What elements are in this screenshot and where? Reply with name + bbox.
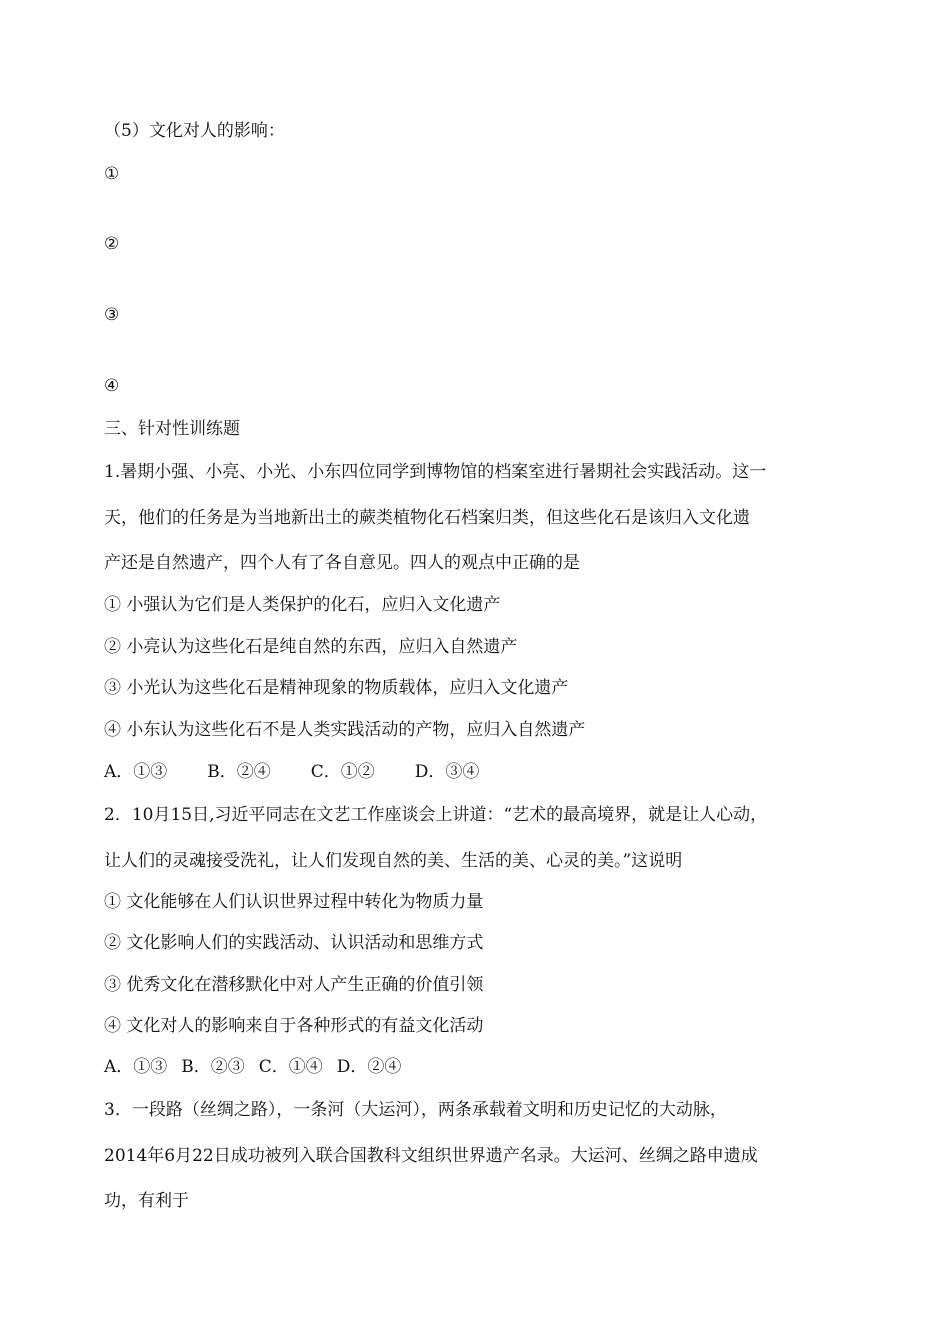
q1-stem-line-3: 产还是自然遗产，四个人有了各自意见。四人的观点中正确的是 [104,553,580,573]
blank-item-1: ① [104,164,120,184]
q2-option-a: A．①③ [104,1057,168,1077]
q1-option-d: D．③④ [414,762,480,782]
q2-item-2: ② 文化影响人们的实践活动、认识活动和思维方式 [104,933,484,953]
q3-stem-line-3: 功，有利于 [104,1191,189,1211]
q1-item-1: ① 小强认为它们是人类保护的化石，应归入文化遗产 [104,595,501,615]
q2-option-c: C．①④ [258,1057,323,1077]
q1-option-c: C．①② [310,762,375,782]
q2-option-d: D．②④ [336,1057,402,1077]
q1-options [104,761,479,783]
q2-item-4: ④ 文化对人的影响来自于各种形式的有益文化活动 [104,1016,484,1036]
q2-item-3: ③ 优秀文化在潜移默化中对人产生正确的价值引领 [104,975,484,995]
q1-option-b: B．②④ [207,762,271,782]
blank-item-3: ③ [104,305,120,325]
section-5-heading: （5）文化对人的影响： [104,121,285,141]
section-3-heading: 三、针对性训练题 [104,419,240,439]
q1-item-4: ④ 小东认为这些化石不是人类实践活动的产物，应归入自然遗产 [104,720,586,740]
q2-stem-line-2: 让人们的灵魂接受洗礼，让人们发现自然的美、生活的美、心灵的美。”这说明 [104,851,683,871]
q3-stem-line-2: 2014年6月22日成功被列入联合国教科文组织世界遗产名录。大运河、丝绸之路申遗成 [104,1146,758,1166]
q1-stem-line-1: 1.暑期小强、小亮、小光、小东四位同学到博物馆的档案室进行暑期社会实践活动。这一 [104,462,767,482]
q3-stem-line-1: 3．一段路（丝绸之路），一条河（大运河），两条承载着文明和历史记忆的大动脉， [104,1100,727,1120]
q2-item-1: ① 文化能够在人们认识世界过程中转化为物质力量 [104,892,484,912]
blank-item-4: ④ [104,376,120,396]
q1-stem-line-2: 天，他们的任务是为当地新出土的蕨类植物化石档案归类，但这些化石是该归入文化遗 [104,508,750,528]
blank-item-2: ② [104,234,120,254]
q1-option-a: A．①③ [104,762,168,782]
q1-item-2: ② 小亮认为这些化石是纯自然的东西，应归入自然遗产 [104,637,518,657]
q2-stem-line-1: 2．10月15日,习近平同志在文艺工作座谈会上讲道：“艺术的最高境界，就是让人心动， [104,805,768,825]
q2-options [104,1056,401,1078]
q2-option-b: B．②③ [181,1057,245,1077]
q1-item-3: ③ 小光认为这些化石是精神现象的物质载体，应归入文化遗产 [104,678,569,698]
